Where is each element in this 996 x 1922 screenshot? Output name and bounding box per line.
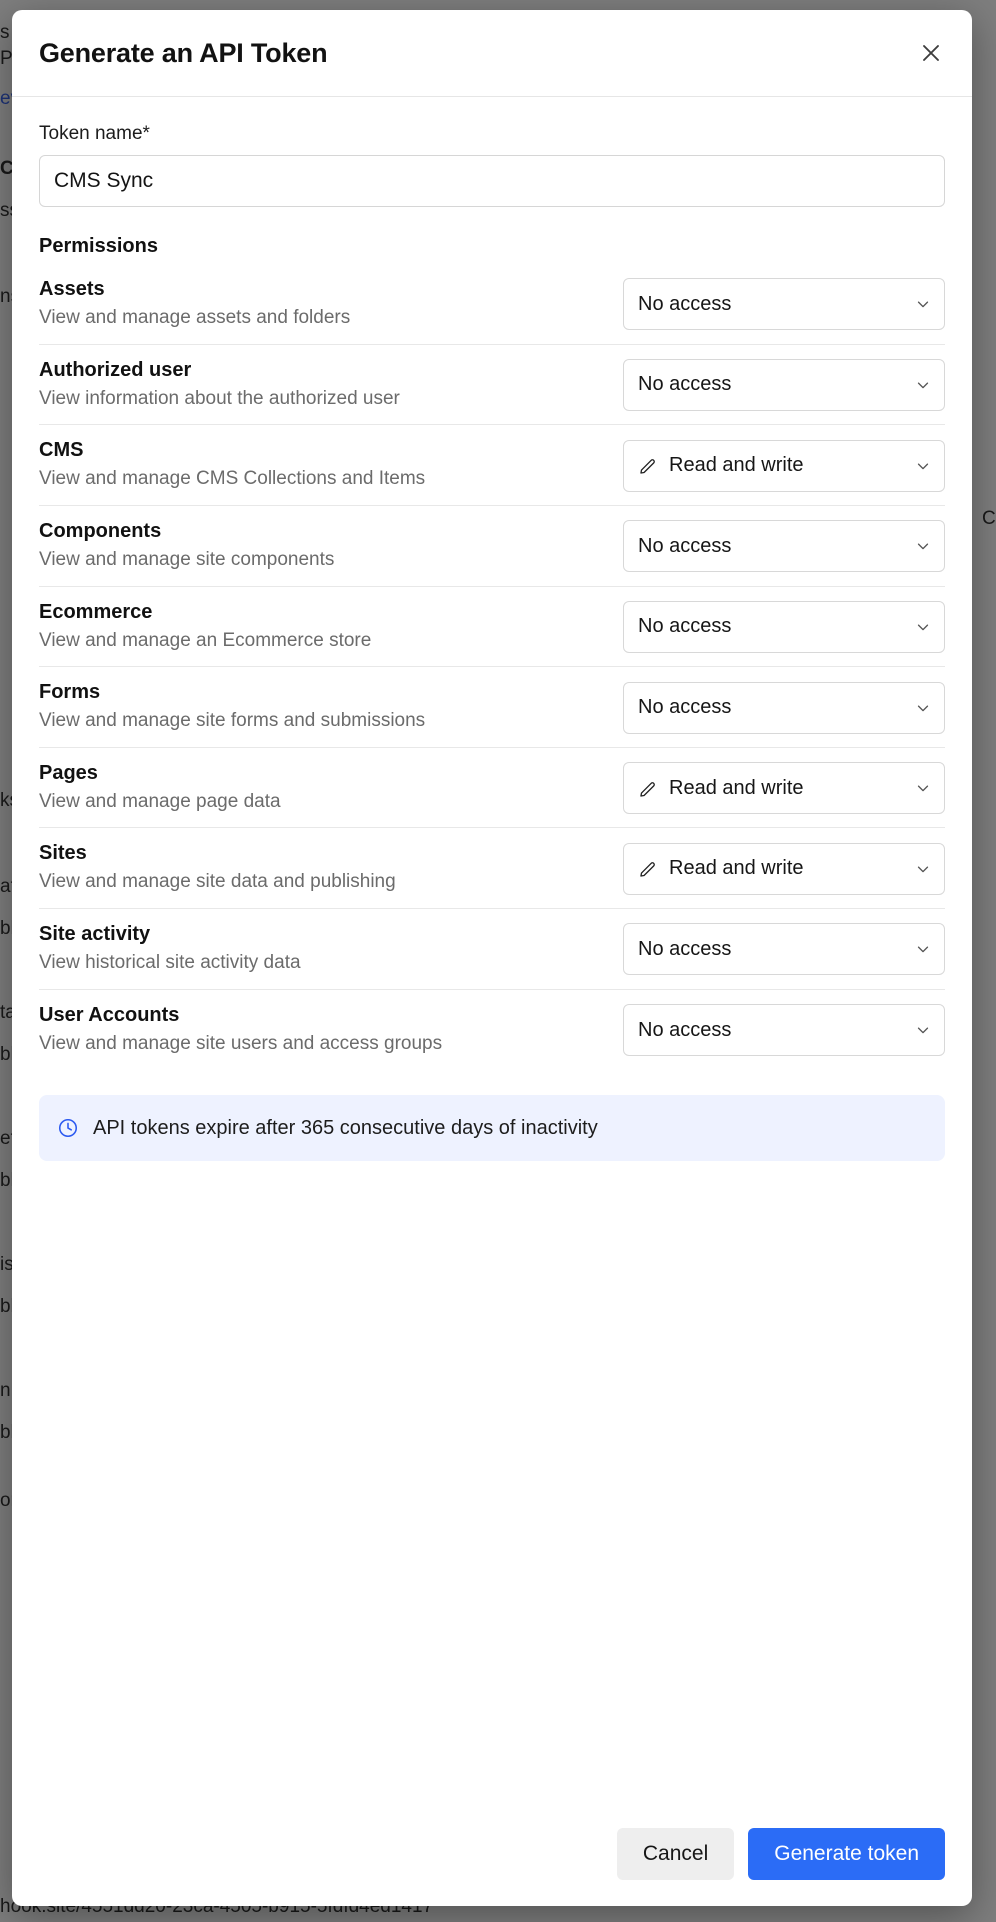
permission-description: View and manage site components bbox=[39, 548, 335, 570]
chevron-down-icon bbox=[914, 618, 932, 636]
permission-info bbox=[39, 439, 609, 492]
permission-name: Components bbox=[39, 519, 162, 542]
permission-info bbox=[39, 359, 609, 412]
permission-info bbox=[39, 601, 609, 654]
permission-access-value: No access bbox=[638, 615, 732, 638]
permission-row bbox=[39, 345, 945, 426]
chevron-down-icon bbox=[914, 779, 932, 797]
permissions-list bbox=[39, 264, 945, 1069]
permission-access-value: Read and write bbox=[669, 776, 804, 799]
permission-row bbox=[39, 667, 945, 748]
permission-row bbox=[39, 828, 945, 909]
permission-info bbox=[39, 1004, 609, 1057]
token-name-label-text: Token name bbox=[39, 123, 143, 144]
generate-token-button[interactable]: Generate token bbox=[748, 1828, 945, 1880]
chevron-down-icon bbox=[914, 376, 932, 394]
permission-name: Sites bbox=[39, 842, 87, 865]
permission-description: View and manage CMS Collections and Items bbox=[39, 468, 426, 490]
dialog-header bbox=[12, 10, 972, 97]
permission-description: View historical site activity data bbox=[39, 952, 301, 974]
permission-access-select[interactable] bbox=[623, 682, 945, 734]
permission-access-value: No access bbox=[638, 534, 732, 557]
permission-access-value: No access bbox=[638, 937, 732, 960]
permissions-heading: Permissions bbox=[39, 235, 158, 257]
permission-access-select[interactable] bbox=[623, 1004, 945, 1056]
expiry-notice-text: API tokens expire after 365 consecutive days of inactivity bbox=[93, 1116, 598, 1139]
permission-access-select[interactable] bbox=[623, 762, 945, 814]
permission-info bbox=[39, 520, 609, 573]
chevron-down-icon bbox=[914, 860, 932, 878]
expiry-notice bbox=[39, 1095, 945, 1161]
chevron-down-icon bbox=[914, 940, 932, 958]
permission-name: User Accounts bbox=[39, 1003, 180, 1026]
permission-name: Ecommerce bbox=[39, 600, 153, 623]
chevron-down-icon bbox=[914, 1021, 932, 1039]
pencil-icon bbox=[638, 858, 659, 879]
chevron-down-icon bbox=[914, 457, 932, 475]
permission-description: View and manage page data bbox=[39, 790, 281, 812]
dialog-footer bbox=[12, 1806, 972, 1906]
permission-access-select[interactable] bbox=[623, 440, 945, 492]
permission-access-value: Read and write bbox=[669, 857, 804, 880]
close-icon[interactable] bbox=[910, 32, 952, 74]
permission-name: Forms bbox=[39, 681, 101, 704]
permission-name: Assets bbox=[39, 278, 105, 300]
permission-row bbox=[39, 425, 945, 506]
permission-name: Site activity bbox=[39, 923, 151, 946]
pencil-icon bbox=[638, 778, 659, 799]
permission-description: View and manage an Ecommerce store bbox=[39, 629, 372, 651]
permission-access-select[interactable] bbox=[623, 843, 945, 895]
permission-row bbox=[39, 748, 945, 829]
permission-access-value: No access bbox=[638, 1018, 732, 1041]
dialog-title: Generate an API Token bbox=[39, 37, 328, 68]
permission-row bbox=[39, 990, 945, 1070]
permission-row bbox=[39, 587, 945, 668]
permission-info bbox=[39, 923, 609, 976]
cancel-button[interactable]: Cancel bbox=[617, 1828, 734, 1880]
permission-description: View information about the authorized user bbox=[39, 387, 400, 409]
permission-name: Pages bbox=[39, 761, 98, 784]
permission-row bbox=[39, 506, 945, 587]
clock-icon bbox=[57, 1117, 79, 1139]
permission-access-select[interactable] bbox=[623, 923, 945, 975]
required-marker: * bbox=[142, 123, 150, 144]
chevron-down-icon bbox=[914, 537, 932, 555]
token-name-input[interactable] bbox=[39, 155, 945, 207]
permission-info bbox=[39, 681, 609, 734]
permission-description: View and manage site users and access groups bbox=[39, 1032, 443, 1054]
chevron-down-icon bbox=[914, 699, 932, 717]
permission-name: CMS bbox=[39, 439, 84, 462]
permission-access-select[interactable] bbox=[623, 278, 945, 330]
permission-access-select[interactable] bbox=[623, 601, 945, 653]
pencil-icon bbox=[638, 455, 659, 476]
permission-description: View and manage site data and publishing bbox=[39, 871, 396, 893]
permission-access-select[interactable] bbox=[623, 520, 945, 572]
permission-access-value: Read and write bbox=[669, 454, 804, 477]
permission-info bbox=[39, 278, 609, 331]
permission-access-select[interactable] bbox=[623, 359, 945, 411]
chevron-down-icon bbox=[914, 295, 932, 313]
permission-info bbox=[39, 842, 609, 895]
generate-api-token-dialog bbox=[12, 10, 972, 1906]
dialog-body bbox=[12, 97, 972, 1806]
permission-row bbox=[39, 909, 945, 990]
permission-access-value: No access bbox=[638, 696, 732, 719]
token-name-label bbox=[39, 123, 945, 145]
permission-description: View and manage site forms and submissions bbox=[39, 710, 426, 732]
permission-description: View and manage assets and folders bbox=[39, 307, 351, 328]
permission-name: Authorized user bbox=[39, 358, 192, 381]
permission-access-value: No access bbox=[638, 373, 732, 396]
permission-info bbox=[39, 762, 609, 815]
permission-row bbox=[39, 264, 945, 345]
permission-access-value: No access bbox=[638, 292, 732, 315]
